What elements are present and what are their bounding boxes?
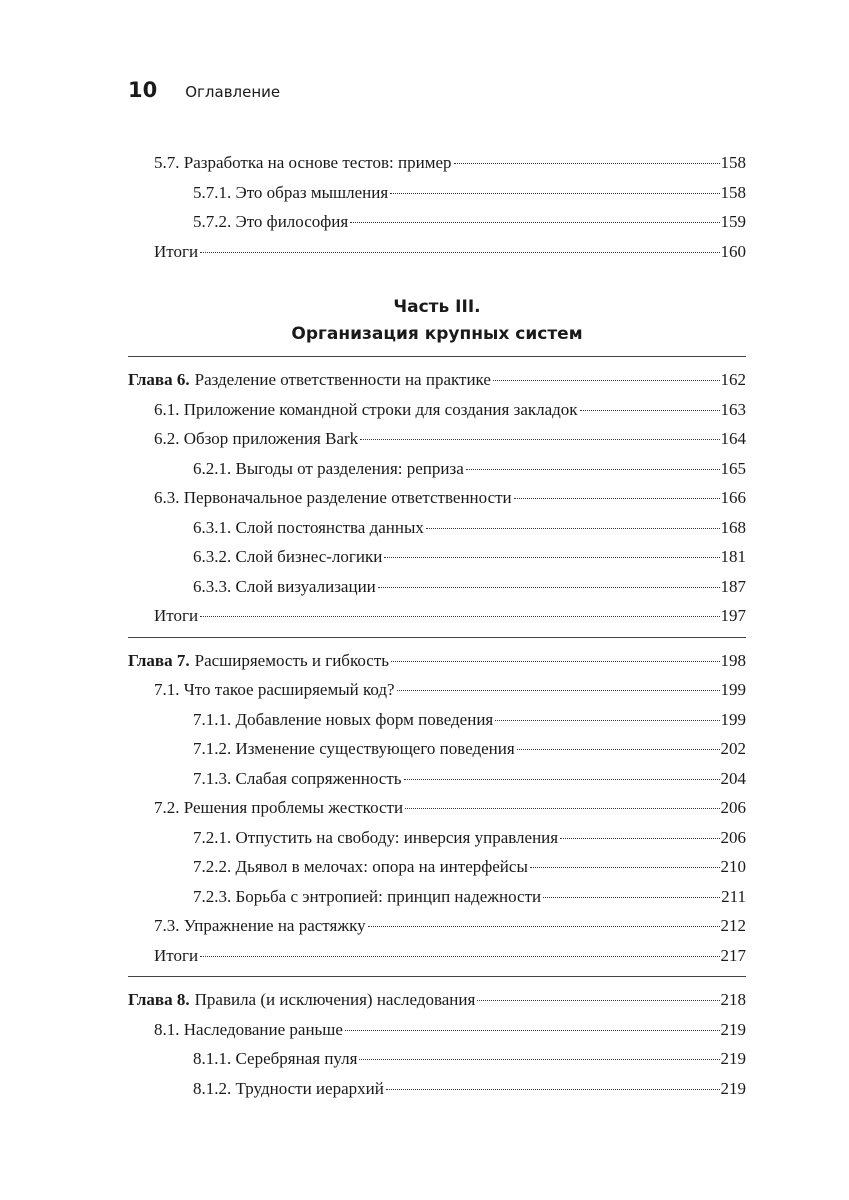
page-ref: 162	[720, 370, 746, 389]
dot-leader	[514, 497, 720, 499]
dot-leader	[345, 1029, 720, 1031]
toc-entry	[128, 483, 746, 513]
toc-entry	[128, 454, 746, 484]
entry-title: 6.3.1. Слой постоянства данных	[193, 517, 424, 537]
entry-title: 5.7.2. Это философия	[193, 212, 349, 231]
page-ref: 219	[720, 1049, 746, 1068]
dot-leader	[386, 1088, 720, 1090]
entry-title: 7.2.3. Борьба с энтропией: принцип надежности	[193, 886, 542, 906]
dot-leader	[378, 586, 720, 588]
entry-title: 7.1. Что такое расширяемый код?	[154, 680, 395, 699]
toc-chapters	[128, 356, 746, 1109]
dot-leader	[495, 719, 719, 721]
toc-entry	[128, 395, 746, 425]
dot-leader	[477, 999, 719, 1001]
dot-leader	[426, 527, 720, 529]
dot-leader	[493, 379, 720, 381]
chapter-entry	[128, 646, 746, 676]
dot-leader	[368, 925, 720, 927]
toc-entry	[128, 237, 746, 267]
entry-title: 5.7.1. Это образ мышления	[193, 182, 389, 202]
dot-leader	[466, 468, 720, 470]
toc-entry	[128, 601, 746, 631]
dot-leader	[530, 866, 720, 868]
chapter-title: Разделение ответственности на практике	[194, 370, 491, 389]
running-head: Оглавление	[185, 83, 281, 101]
entry-title: 6.1. Приложение командной строки для создания закладок	[154, 399, 578, 419]
entry-title: 7.3. Упражнение на растяжку	[154, 916, 366, 935]
chapter-title: Расширяемость и гибкость	[194, 650, 389, 670]
dot-leader	[390, 192, 719, 194]
table-of-contents	[128, 148, 746, 1109]
toc-top-section	[128, 148, 746, 266]
toc-entry	[128, 675, 746, 705]
toc-entry	[128, 764, 746, 794]
page-ref: 204	[720, 768, 746, 788]
dot-leader	[200, 251, 719, 253]
entry-title: 7.1.3. Слабая сопряженность	[193, 768, 402, 788]
toc-entry	[128, 941, 746, 971]
page-ref: 206	[720, 827, 746, 847]
page-ref: 187	[720, 576, 746, 596]
dot-leader	[350, 221, 719, 223]
page-ref: 212	[720, 916, 746, 935]
page-ref: 163	[720, 399, 746, 419]
page-ref: 160	[720, 241, 746, 261]
toc-entry	[128, 852, 746, 882]
page-ref: 219	[720, 1078, 746, 1098]
page-ref: 202	[720, 739, 746, 758]
dot-leader	[517, 748, 720, 750]
entry-title: 6.3.2. Слой бизнес-логики	[193, 547, 383, 566]
page-ref: 164	[720, 429, 746, 448]
page-ref: 197	[720, 606, 746, 625]
page-ref: 206	[720, 798, 746, 817]
toc-entry	[128, 823, 746, 853]
page-ref: 217	[720, 945, 746, 965]
dot-leader	[200, 955, 719, 957]
dot-leader	[405, 807, 719, 809]
page-ref: 158	[720, 153, 746, 172]
page-ref: 211	[721, 886, 746, 906]
entry-title: Итоги	[154, 606, 199, 625]
part-heading	[128, 294, 746, 348]
entry-title: 7.2.1. Отпустить на свободу: инверсия управления	[193, 827, 559, 847]
toc-entry	[128, 207, 746, 237]
dot-leader	[359, 1058, 719, 1060]
page-header	[128, 78, 280, 102]
entry-title: 8.1.2. Трудности иерархий	[193, 1078, 384, 1098]
dot-leader	[454, 162, 720, 164]
page-ref: 168	[720, 517, 746, 537]
toc-entry	[128, 793, 746, 823]
entry-title: Итоги	[154, 945, 199, 965]
dot-leader	[543, 896, 720, 898]
page-ref: 219	[720, 1019, 746, 1039]
toc-entry	[128, 1015, 746, 1045]
toc-entry	[128, 542, 746, 572]
entry-title: 7.2. Решения проблемы жесткости	[154, 798, 404, 817]
chapter-label: Глава 6.	[128, 370, 190, 389]
toc-entry	[128, 148, 746, 178]
page-ref: 198	[720, 650, 746, 670]
dot-leader	[360, 438, 719, 440]
chapter-entry	[128, 985, 746, 1015]
toc-entry	[128, 911, 746, 941]
page-ref: 165	[720, 458, 746, 478]
entry-title: 6.2.1. Выгоды от разделения: реприза	[193, 458, 464, 478]
entry-title: 6.2. Обзор приложения Bark	[154, 429, 359, 448]
toc-entry	[128, 513, 746, 543]
page-number: 10	[128, 78, 158, 102]
chapter-entry	[128, 365, 746, 395]
part-number: Часть III.	[393, 297, 481, 317]
page-ref: 218	[720, 990, 746, 1009]
toc-entry	[128, 705, 746, 735]
entry-title: 5.7. Разработка на основе тестов: пример	[154, 153, 452, 172]
entry-title: 6.3. Первоначальное разделение ответственности	[154, 488, 512, 507]
page-ref: 159	[720, 212, 746, 231]
entry-title: Итоги	[154, 241, 199, 261]
entry-title: 8.1.1. Серебряная пуля	[193, 1049, 358, 1068]
toc-entry	[128, 178, 746, 208]
page-ref: 210	[720, 857, 746, 876]
toc-entry	[128, 572, 746, 602]
chapter-label: Глава 7.	[128, 650, 190, 670]
dot-leader	[560, 837, 719, 839]
toc-entry	[128, 1074, 746, 1104]
entry-title: 8.1. Наследование раньше	[154, 1019, 343, 1039]
entry-title: 6.3.3. Слой визуализации	[193, 576, 376, 596]
dot-leader	[580, 409, 720, 411]
page-ref: 199	[720, 680, 746, 699]
chapter-label: Глава 8.	[128, 990, 190, 1009]
toc-entry	[128, 424, 746, 454]
page-ref: 181	[720, 547, 746, 566]
entry-title: 7.2.2. Дьявол в мелочах: опора на интерфейсы	[193, 857, 528, 876]
dot-leader	[391, 660, 720, 662]
dot-leader	[384, 556, 719, 558]
chapter-title: Правила (и исключения) наследования	[194, 990, 476, 1009]
page-ref: 166	[720, 488, 746, 507]
page-ref: 199	[720, 709, 746, 729]
toc-entry	[128, 882, 746, 912]
toc-entry	[128, 734, 746, 764]
toc-entry	[128, 1044, 746, 1074]
entry-title: 7.1.1. Добавление новых форм поведения	[193, 709, 494, 729]
dot-leader	[397, 689, 720, 691]
page-ref: 158	[720, 182, 746, 202]
part-title: Организация крупных систем	[291, 324, 583, 344]
dot-leader	[404, 778, 720, 780]
entry-title: 7.1.2. Изменение существующего поведения	[193, 739, 515, 758]
dot-leader	[200, 615, 719, 617]
